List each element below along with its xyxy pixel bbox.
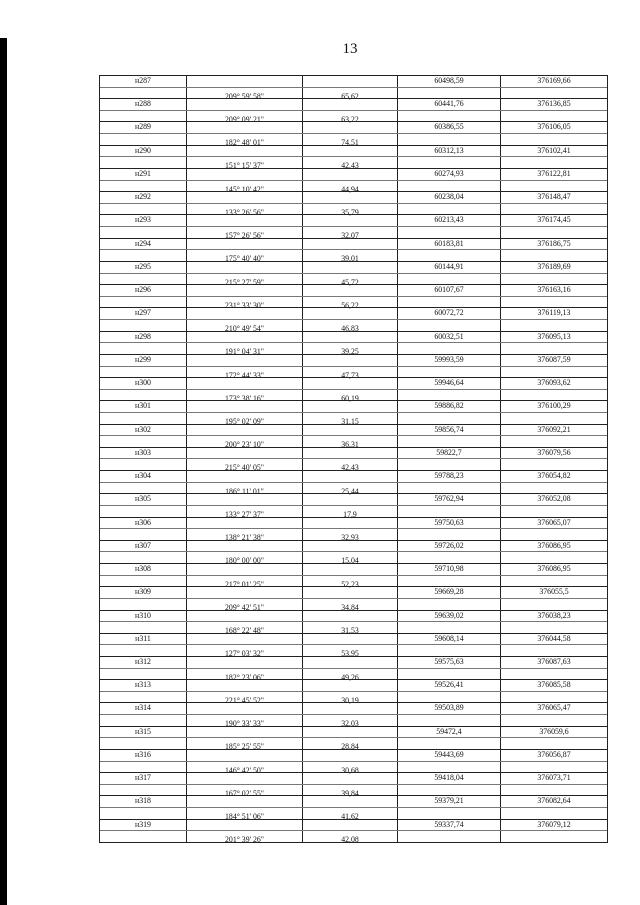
point-id: н310: [135, 609, 151, 620]
point-x: 60072,72: [434, 307, 464, 318]
segment-length: 60,19: [341, 392, 359, 403]
segment-length: 42,43: [341, 160, 359, 171]
segment-angle: 146° 42' 50": [224, 764, 265, 775]
point-y: 376102,41: [537, 144, 571, 155]
segment-length: 39,84: [341, 787, 359, 798]
point-y: 376095,13: [537, 330, 571, 341]
segment-angle: 217° 01' 25": [224, 578, 265, 589]
segment-length: 25,44: [341, 485, 359, 496]
point-id: н300: [135, 377, 151, 388]
point-id: н299: [135, 353, 151, 364]
segment-length: 28,84: [341, 741, 359, 752]
segment-angle: 231° 33' 30": [224, 299, 265, 310]
segment-angle: 182° 23' 06": [224, 671, 265, 682]
segment-length: 42,43: [341, 462, 359, 473]
point-y: 376065,47: [537, 702, 571, 713]
point-y: 376086,95: [537, 539, 571, 550]
point-x: 59503,89: [434, 702, 464, 713]
point-y: 376073,71: [537, 772, 571, 783]
point-id: н311: [135, 632, 151, 643]
point-y: 376065,07: [537, 516, 571, 527]
segment-angle: 167° 02' 55": [224, 787, 265, 798]
segment-angle: 168° 22' 48": [224, 625, 265, 636]
point-id: н309: [135, 586, 151, 597]
point-y: 376054,82: [537, 470, 571, 481]
point-x: 60274,93: [434, 167, 464, 178]
point-y: 376052,08: [537, 493, 571, 504]
segment-angle: 172° 44' 33": [224, 369, 265, 380]
segment-angle: 133° 27' 37": [224, 508, 265, 519]
coordinates-table: [99, 75, 608, 843]
point-y: 376087,63: [537, 656, 571, 666]
segment-angle: 180° 00' 00": [224, 555, 265, 566]
point-x: 60107,67: [434, 284, 464, 295]
segment-length: 17,9: [343, 508, 357, 519]
point-x: 59946,64: [434, 377, 464, 388]
segment-angle: 209° 09' 21": [224, 113, 265, 124]
segment-length: 41,62: [341, 811, 359, 822]
point-y: 376163,16: [537, 284, 571, 295]
point-id: н315: [135, 725, 151, 736]
point-x: 59608,14: [434, 632, 464, 643]
segment-length: 30,19: [341, 694, 359, 705]
point-id: н302: [135, 423, 151, 434]
segment-length: 46,83: [341, 323, 359, 334]
point-id: н289: [135, 121, 151, 132]
point-x: 59337,74: [434, 818, 464, 829]
segment-angle: 201° 39' 26": [224, 834, 265, 845]
segment-angle: 190° 33' 33": [224, 718, 265, 729]
point-y: 376136,85: [537, 98, 571, 109]
segment-length: 63,22: [341, 113, 359, 124]
point-x: 60213,43: [434, 214, 464, 225]
segment-angle: 215° 40' 05": [224, 462, 265, 473]
point-x: 59726,02: [434, 539, 464, 550]
point-x: 59669,28: [434, 586, 464, 597]
point-y: 376092,21: [537, 423, 571, 434]
point-x: 59993,59: [434, 353, 464, 364]
segment-angle: 145° 10' 42": [224, 183, 265, 194]
point-id: н308: [135, 563, 151, 574]
point-y: 376055,5: [539, 586, 569, 597]
segment-angle: 184° 51' 06": [224, 811, 265, 822]
point-id: н287: [135, 75, 151, 85]
point-x: 60386,55: [434, 121, 464, 132]
point-y: 376086,95: [537, 563, 571, 574]
point-x: 59750,63: [434, 516, 464, 527]
point-id: н314: [135, 702, 151, 713]
segment-angle: 182° 48' 01": [224, 137, 265, 148]
segment-length: 32,07: [341, 230, 359, 241]
point-id: н288: [135, 98, 151, 109]
point-y: 376186,75: [537, 237, 571, 248]
segment-angle: 173° 38' 16": [224, 392, 265, 403]
segment-length: 32,93: [341, 532, 359, 543]
segment-length: 36,31: [341, 439, 359, 450]
point-x: 60032,51: [434, 330, 464, 341]
point-id: н317: [135, 772, 151, 783]
segment-angle: 127° 03' 32": [224, 648, 265, 659]
point-id: н293: [135, 214, 151, 225]
segment-length: 35,79: [341, 206, 359, 217]
point-y: 376119,13: [537, 307, 571, 318]
segment-angle: 221° 45' 52": [224, 694, 265, 705]
segment-length: 34,84: [341, 601, 359, 612]
segment-angle: 191° 04' 31": [224, 346, 265, 357]
point-y: 376122,81: [537, 167, 571, 178]
point-id: н313: [135, 679, 151, 690]
point-id: н291: [135, 167, 151, 178]
point-id: н296: [135, 284, 151, 295]
point-x: 59710,98: [434, 563, 464, 574]
segment-length: 45,72: [341, 276, 359, 287]
point-y: 376189,69: [537, 260, 571, 271]
point-id: н316: [135, 748, 151, 759]
segment-length: 30,68: [341, 764, 359, 775]
point-x: 59418,04: [434, 772, 464, 783]
segment-angle: 195° 02' 09": [224, 415, 265, 426]
point-id: н304: [135, 470, 151, 481]
point-id: н312: [135, 656, 151, 666]
segment-angle: 138° 21' 38": [224, 532, 265, 543]
point-x: 59886,82: [434, 400, 464, 411]
point-y: 376106,05: [537, 121, 571, 132]
segment-angle: 133° 26' 56": [224, 206, 265, 217]
segment-length: 56,22: [341, 299, 359, 310]
point-id: н298: [135, 330, 151, 341]
segment-length: 53,95: [341, 648, 359, 659]
point-y: 376148,47: [537, 191, 571, 202]
point-x: 59379,21: [434, 795, 464, 806]
segment-angle: 210° 49' 54": [224, 323, 265, 334]
segment-angle: 215° 27' 59": [224, 276, 265, 287]
point-y: 376044,58: [537, 632, 571, 643]
segment-angle: 185° 25' 55": [224, 741, 265, 752]
point-x: 59472,4: [436, 725, 462, 736]
point-y: 376087,59: [537, 353, 571, 364]
point-x: 59788,23: [434, 470, 464, 481]
point-y: 376079,56: [537, 446, 571, 457]
segment-angle: 186° 11' 01": [225, 485, 264, 496]
point-y: 376093,62: [537, 377, 571, 388]
segment-angle: 175° 40' 40": [224, 253, 265, 264]
point-y: 376085,58: [537, 679, 571, 690]
page-number: 13: [342, 41, 358, 57]
point-id: н305: [135, 493, 151, 504]
segment-length: 49,26: [341, 671, 359, 682]
point-x: 60441,76: [434, 98, 464, 109]
point-x: 59575,63: [434, 656, 464, 666]
point-id: н307: [135, 539, 151, 550]
segment-length: 42,08: [341, 834, 359, 845]
point-id: н290: [135, 144, 151, 155]
segment-length: 32,03: [341, 718, 359, 729]
segment-length: 15,04: [341, 555, 359, 566]
point-x: 60312,13: [434, 144, 464, 155]
point-x: 60144,91: [434, 260, 464, 271]
point-x: 59639,02: [434, 609, 464, 620]
point-y: 376059,6: [539, 725, 569, 736]
point-id: н292: [135, 191, 151, 202]
point-y: 376038,23: [537, 609, 571, 620]
segment-length: 31,53: [341, 625, 359, 636]
segment-row: [100, 830, 607, 843]
point-x: 60498,59: [434, 75, 464, 85]
segment-angle: 200° 23' 10": [224, 439, 265, 450]
segment-angle: 209° 42' 51": [224, 601, 265, 612]
point-id: н297: [135, 307, 151, 318]
point-y: 376169,66: [537, 75, 571, 85]
point-x: 59856,74: [434, 423, 464, 434]
point-y: 376082,64: [537, 795, 571, 806]
point-x: 59443,69: [434, 748, 464, 759]
point-id: н301: [135, 400, 151, 411]
segment-length: 44,94: [341, 183, 359, 194]
binding-edge: [0, 38, 7, 905]
point-id: н306: [135, 516, 151, 527]
point-x: 60238,04: [434, 191, 464, 202]
segment-angle: 157° 26' 56": [224, 230, 265, 241]
segment-length: 39,25: [341, 346, 359, 357]
segment-length: 74,51: [341, 137, 359, 148]
point-x: 60183,81: [434, 237, 464, 248]
segment-angle: 151° 15' 37": [224, 160, 265, 171]
point-id: н319: [135, 818, 151, 829]
segment-length: 39,01: [341, 253, 359, 264]
segment-length: 47,73: [341, 369, 359, 380]
segment-length: 52,23: [341, 578, 359, 589]
point-id: н295: [135, 260, 151, 271]
point-y: 376056,87: [537, 748, 571, 759]
point-x: 59762,94: [434, 493, 464, 504]
point-y: 376079,12: [537, 818, 571, 829]
point-id: н303: [135, 446, 151, 457]
segment-length: 65,62: [341, 90, 359, 101]
point-x: 59526,41: [434, 679, 464, 690]
segment-length: 31,15: [341, 415, 359, 426]
point-id: н294: [135, 237, 151, 248]
point-y: 376100,29: [537, 400, 571, 411]
point-x: 59822,7: [436, 446, 462, 457]
segment-angle: 209° 59' 58": [224, 90, 265, 101]
point-id: н318: [135, 795, 151, 806]
point-y: 376174,45: [537, 214, 571, 225]
